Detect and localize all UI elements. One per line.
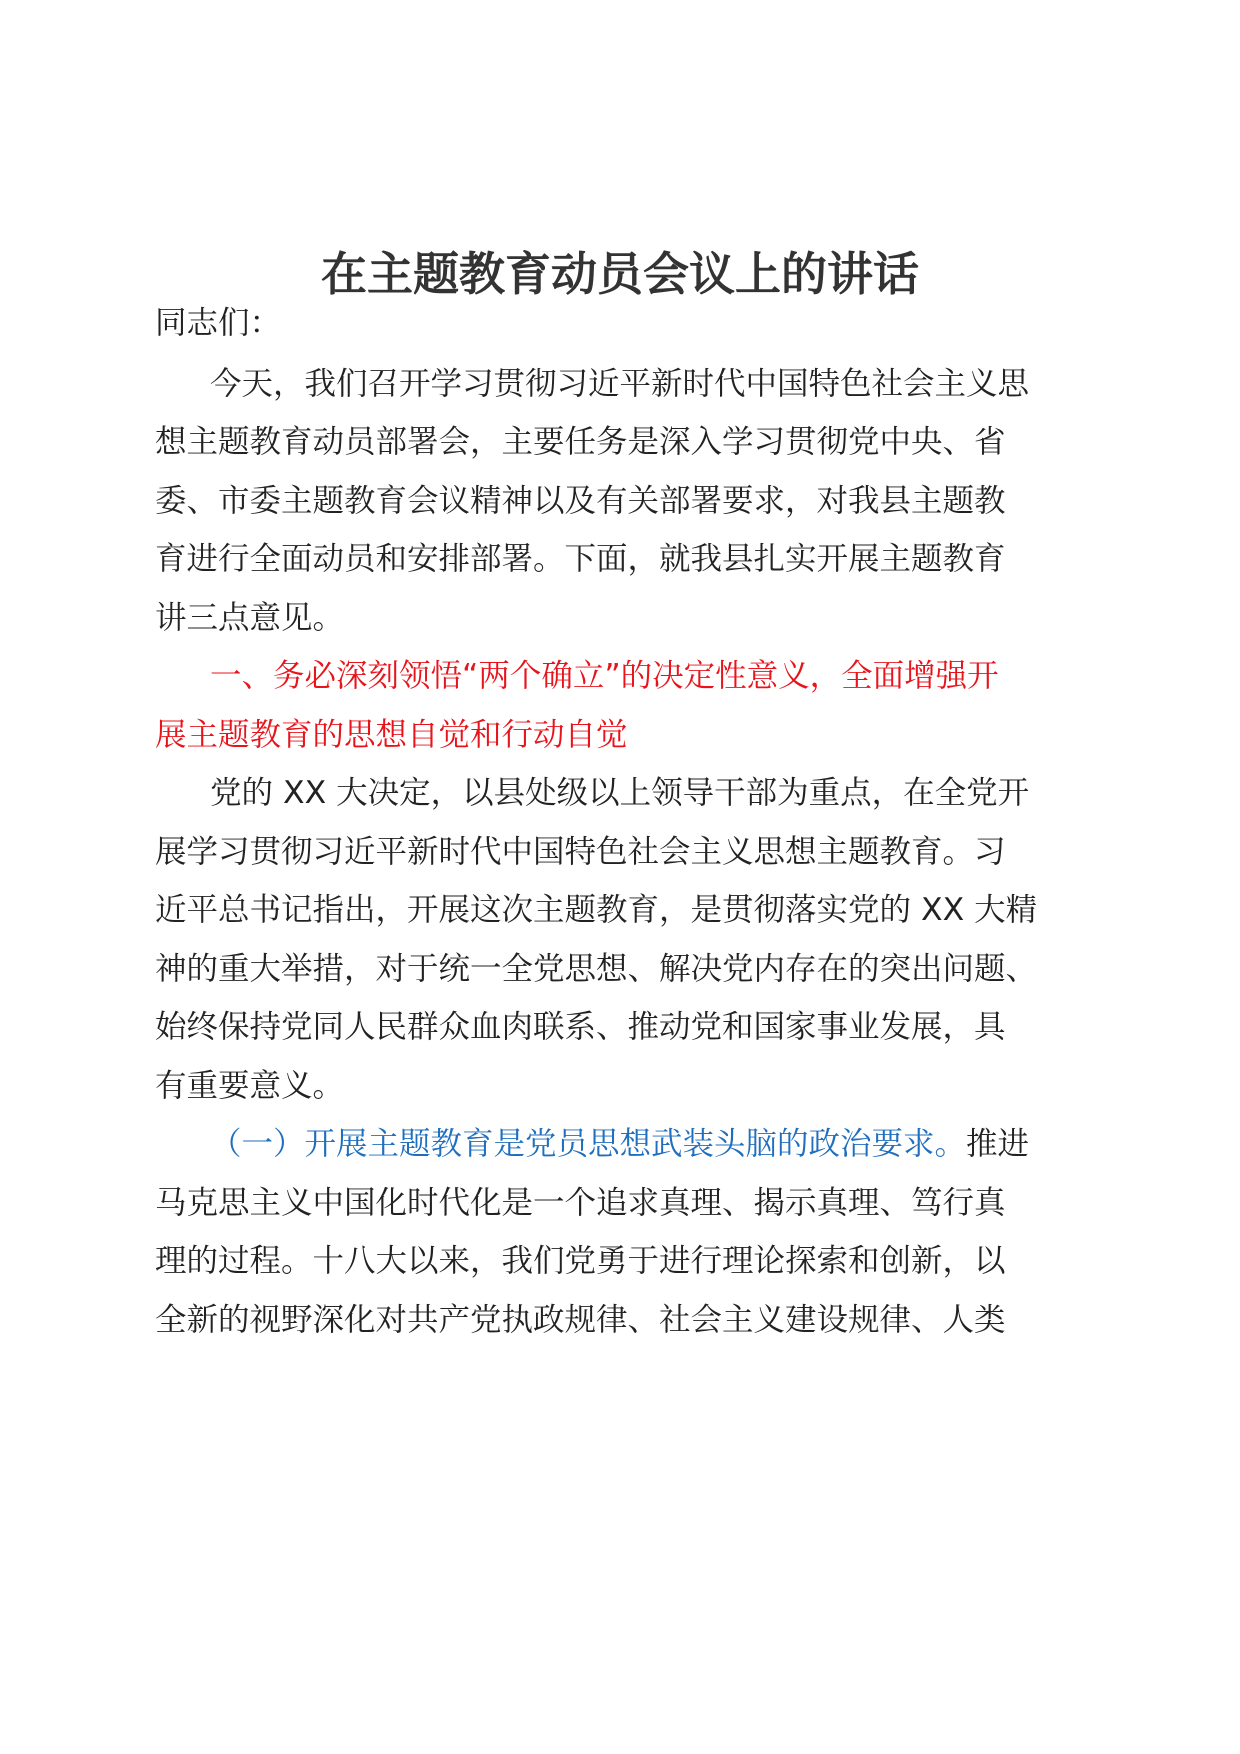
subsection-line bbox=[210, 1122, 1029, 1166]
paragraph-line: 始终保持党同人民群众血肉联系、推动党和国家事业发展，具 bbox=[155, 1009, 1006, 1045]
paragraph-line: 讲三点意见。 bbox=[155, 600, 345, 636]
subsection-text: 推进 bbox=[966, 1126, 1030, 1162]
salutation: 同志们： bbox=[155, 305, 282, 341]
paragraph-line: 党的 XX 大决定，以县处级以上领导干部为重点，在全党开 bbox=[210, 775, 1030, 811]
subsection-heading: （一）开展主题教育是党员思想武装头脑的政治要求。 bbox=[210, 1126, 967, 1162]
paragraph-line: 近平总书记指出，开展这次主题教育，是贯彻落实党的 XX 大精 bbox=[155, 892, 1038, 928]
section-heading-line: 展主题教育的思想自觉和行动自觉 bbox=[155, 717, 628, 753]
paragraph-line: 委、市委主题教育会议精神以及有关部署要求，对我县主题教 bbox=[155, 483, 1006, 519]
paragraph-line: 展学习贯彻习近平新时代中国特色社会主义思想主题教育。习 bbox=[155, 834, 1006, 870]
paragraph-line: 全新的视野深化对共产党执政规律、社会主义建设规律、人类 bbox=[155, 1302, 1006, 1338]
paragraph-line: 理的过程。十八大以来，我们党勇于进行理论探索和创新，以 bbox=[155, 1243, 1006, 1279]
paragraph-line: 神的重大举措，对于统一全党思想、解决党内存在的突出问题、 bbox=[155, 951, 1038, 987]
paragraph-line: 今天，我们召开学习贯彻习近平新时代中国特色社会主义思 bbox=[210, 366, 1030, 402]
paragraph-line: 有重要意义。 bbox=[155, 1068, 345, 1104]
document-title: 在主题教育动员会议上的讲话 bbox=[321, 247, 919, 301]
paragraph-line: 想主题教育动员部署会，主要任务是深入学习贯彻党中央、省 bbox=[155, 424, 1006, 460]
paragraph-line: 马克思主义中国化时代化是一个追求真理、揭示真理、笃行真 bbox=[155, 1185, 1006, 1221]
section-heading-line: 一、务必深刻领悟“两个确立”的决定性意义，全面增强开 bbox=[210, 658, 999, 694]
paragraph-line: 育进行全面动员和安排部署。下面，就我县扎实开展主题教育 bbox=[155, 541, 1006, 577]
